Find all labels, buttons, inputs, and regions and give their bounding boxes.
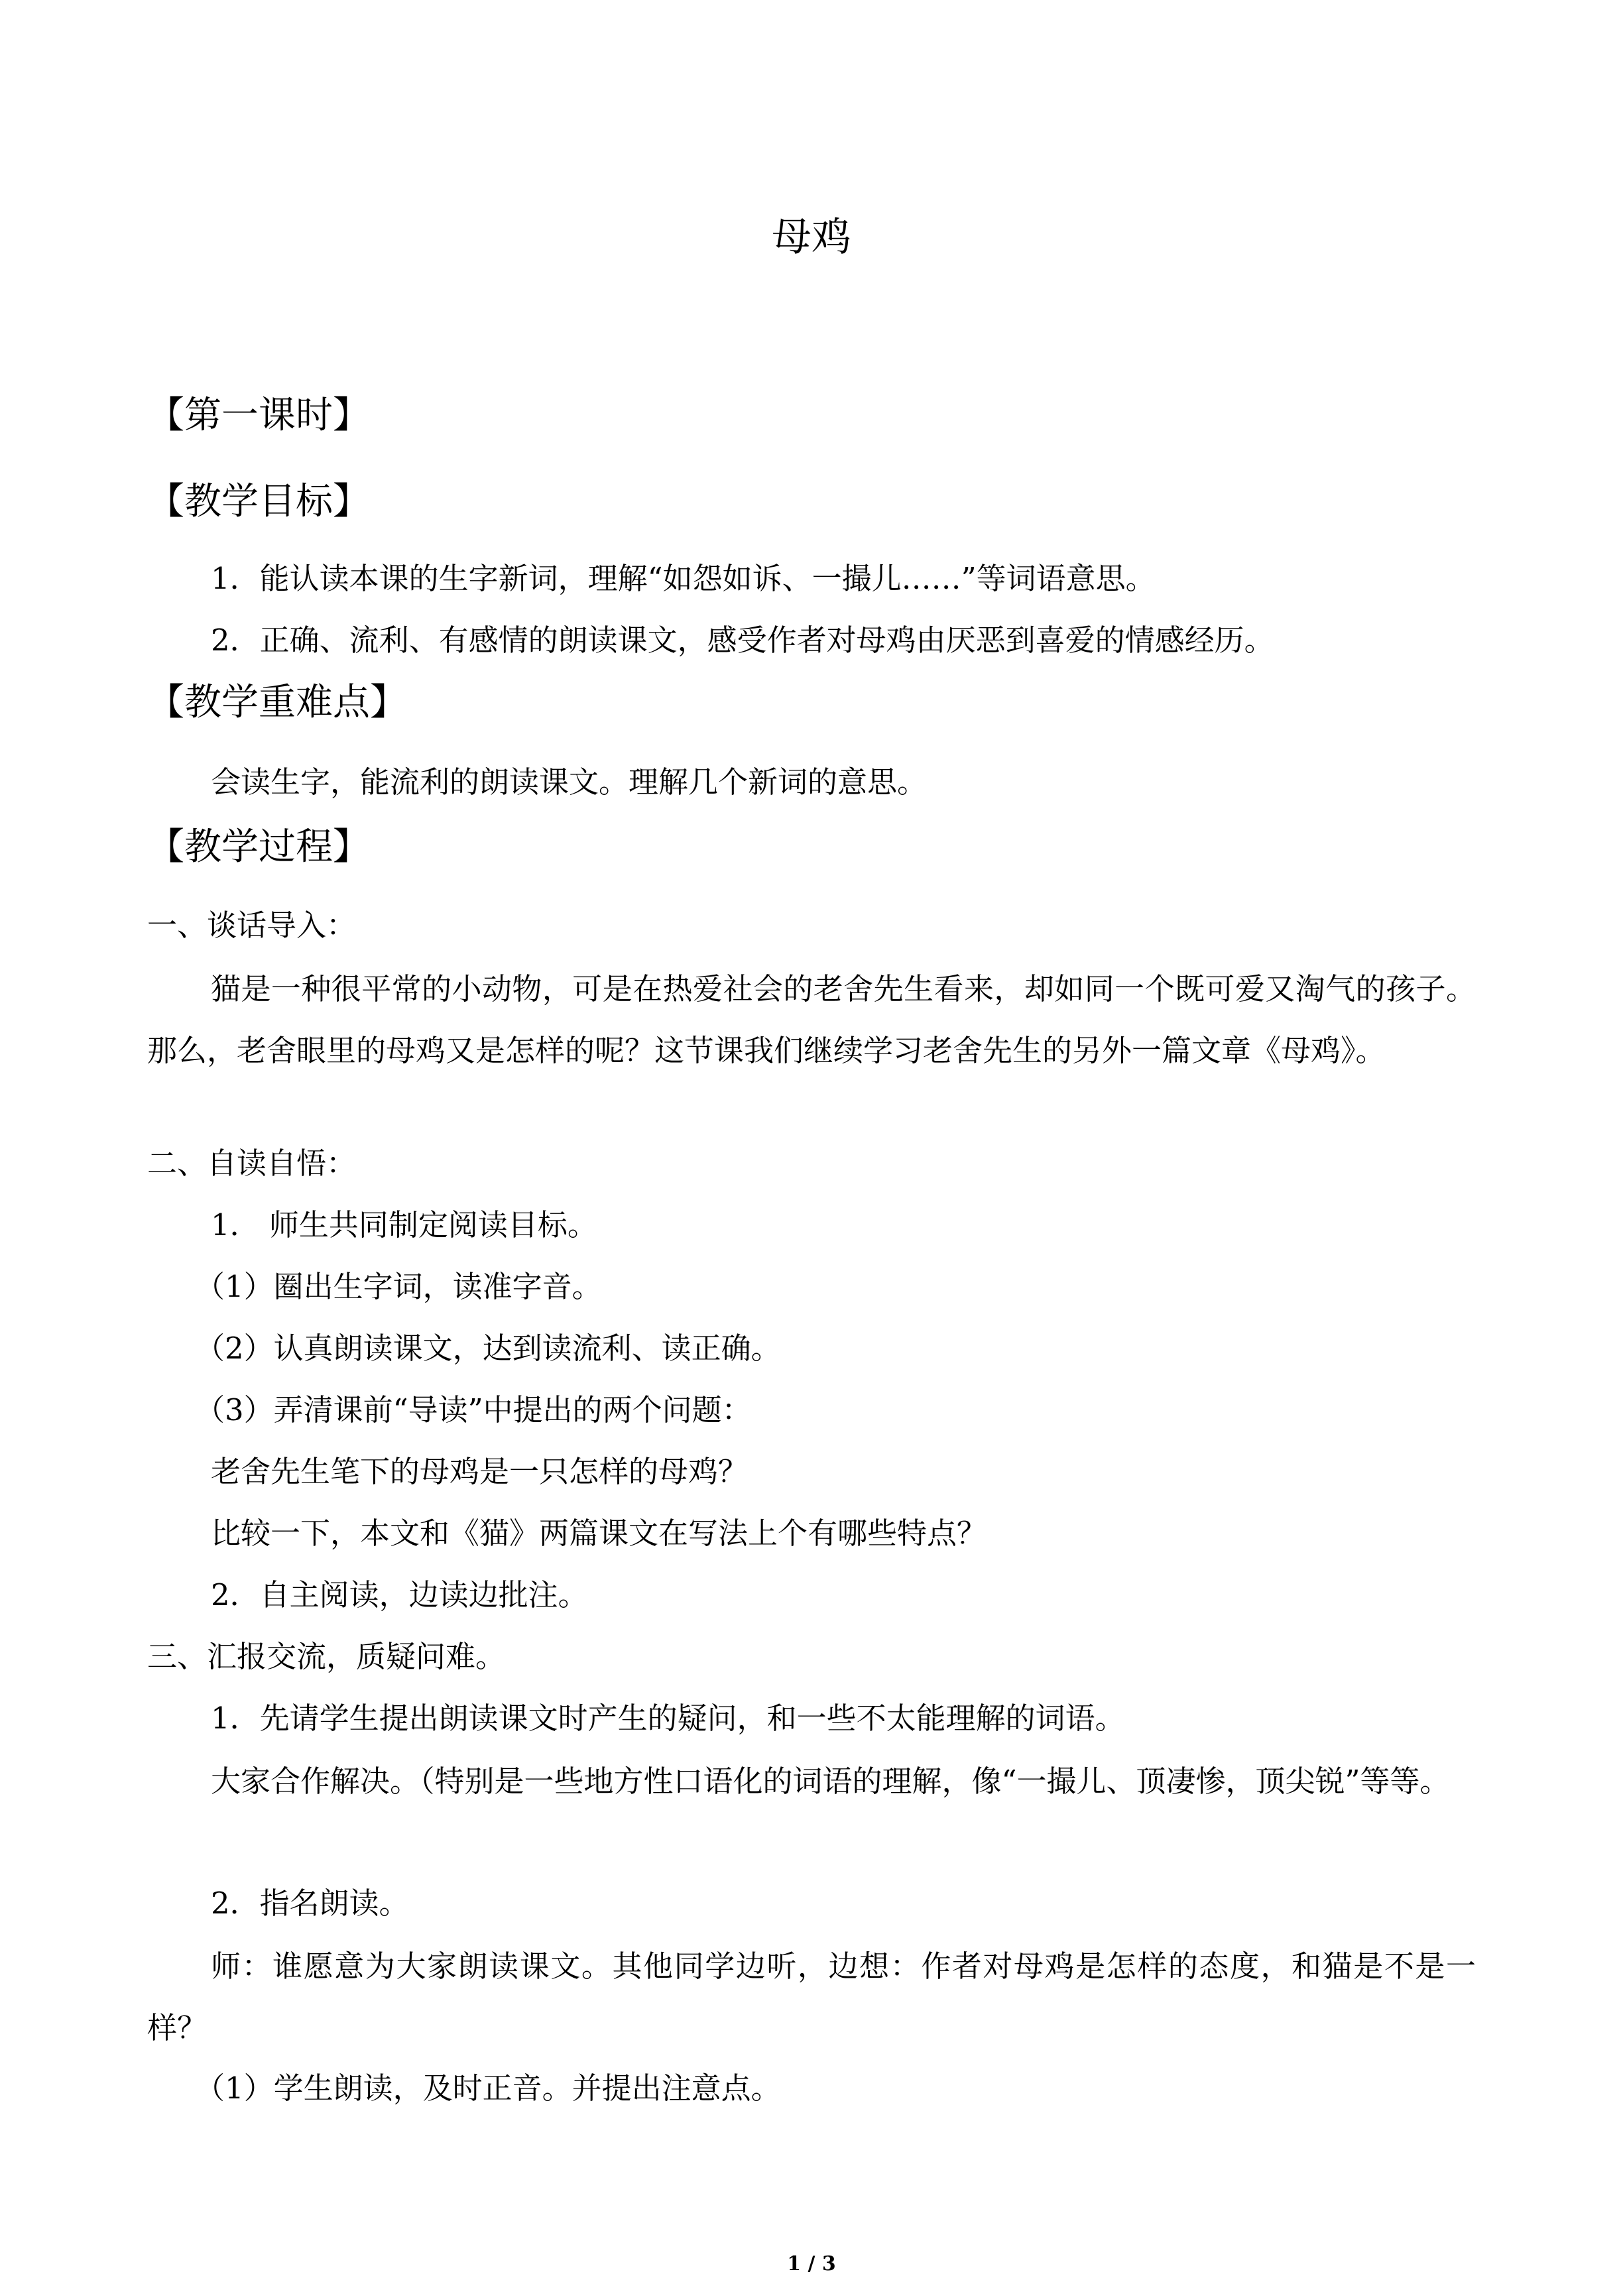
step2-item: 2．自主阅读，边读边批注。 [211, 1577, 588, 1612]
step2-item: （2）认真朗读课文，达到读流利、读正确。 [195, 1331, 781, 1366]
document-title: 母鸡 [772, 214, 851, 261]
goal-item-1: 1．能认读本课的生字新词，理解“如怨如诉、一撮儿……”等词语意思。 [211, 561, 1156, 596]
step2-item: （3）弄清课前“导读”中提出的两个问题： [195, 1392, 752, 1427]
step1-paragraph: 猫是一种很平常的小动物，可是在热爱社会的老舍先生看来，却如同一个既可爱又淘气的孩子。那么，老舍眼里的母鸡又是怎样的呢？这节课我们继续学习老舍先生的另外一篇文章《母鸡》。 [147, 971, 1476, 1068]
step2-item: 老舍先生笔下的母鸡是一只怎样的母鸡？ [211, 1454, 749, 1489]
section-heading-difficulty: 【教学重难点】 [147, 681, 407, 724]
step2-item: （1）圈出生字词，读准字音。 [195, 1269, 602, 1304]
step3-item-2: 2．指名朗读。 [211, 1886, 409, 1921]
step3-paragraph-1: 大家合作解决。（特别是一些地方性口语化的词语的理解，像“一撮儿、顶凄惨，顶尖锐”等等。 [211, 1764, 1450, 1799]
goal-item-2: 2．正确、流利、有感情的朗读课文，感受作者对母鸡由厌恶到喜爱的情感经历。 [211, 623, 1274, 658]
section-heading-lesson: 【第一课时】 [147, 394, 370, 437]
section-heading-goals: 【教学目标】 [147, 480, 370, 523]
step2-item: 比较一下，本文和《猫》两篇课文在写法上个有哪些特点？ [211, 1516, 987, 1551]
step2-item: 1． 师生共同制定阅读目标。 [211, 1207, 597, 1242]
step1-title: 一、谈话导入： [147, 908, 357, 943]
step3-title: 三、汇报交流，质疑问难。 [147, 1639, 506, 1674]
step3-paragraph-2: 师：谁愿意为大家朗读课文。其他同学边听，边想：作者对母鸡是怎样的态度，和猫是不是一样？ [147, 1949, 1476, 2045]
step3-item-1: 1．先请学生提出朗读课文时产生的疑问，和一些不太能理解的词语。 [211, 1701, 1125, 1736]
page-number: 1 / 3 [787, 2252, 836, 2275]
difficulty-text: 会读生字，能流利的朗读课文。理解几个新词的意思。 [211, 764, 928, 800]
step3-item-3: （1）学生朗读，及时正音。并提出注意点。 [195, 2071, 781, 2106]
section-heading-process: 【教学过程】 [147, 825, 370, 869]
step2-title: 二、自读自悟： [147, 1146, 357, 1181]
